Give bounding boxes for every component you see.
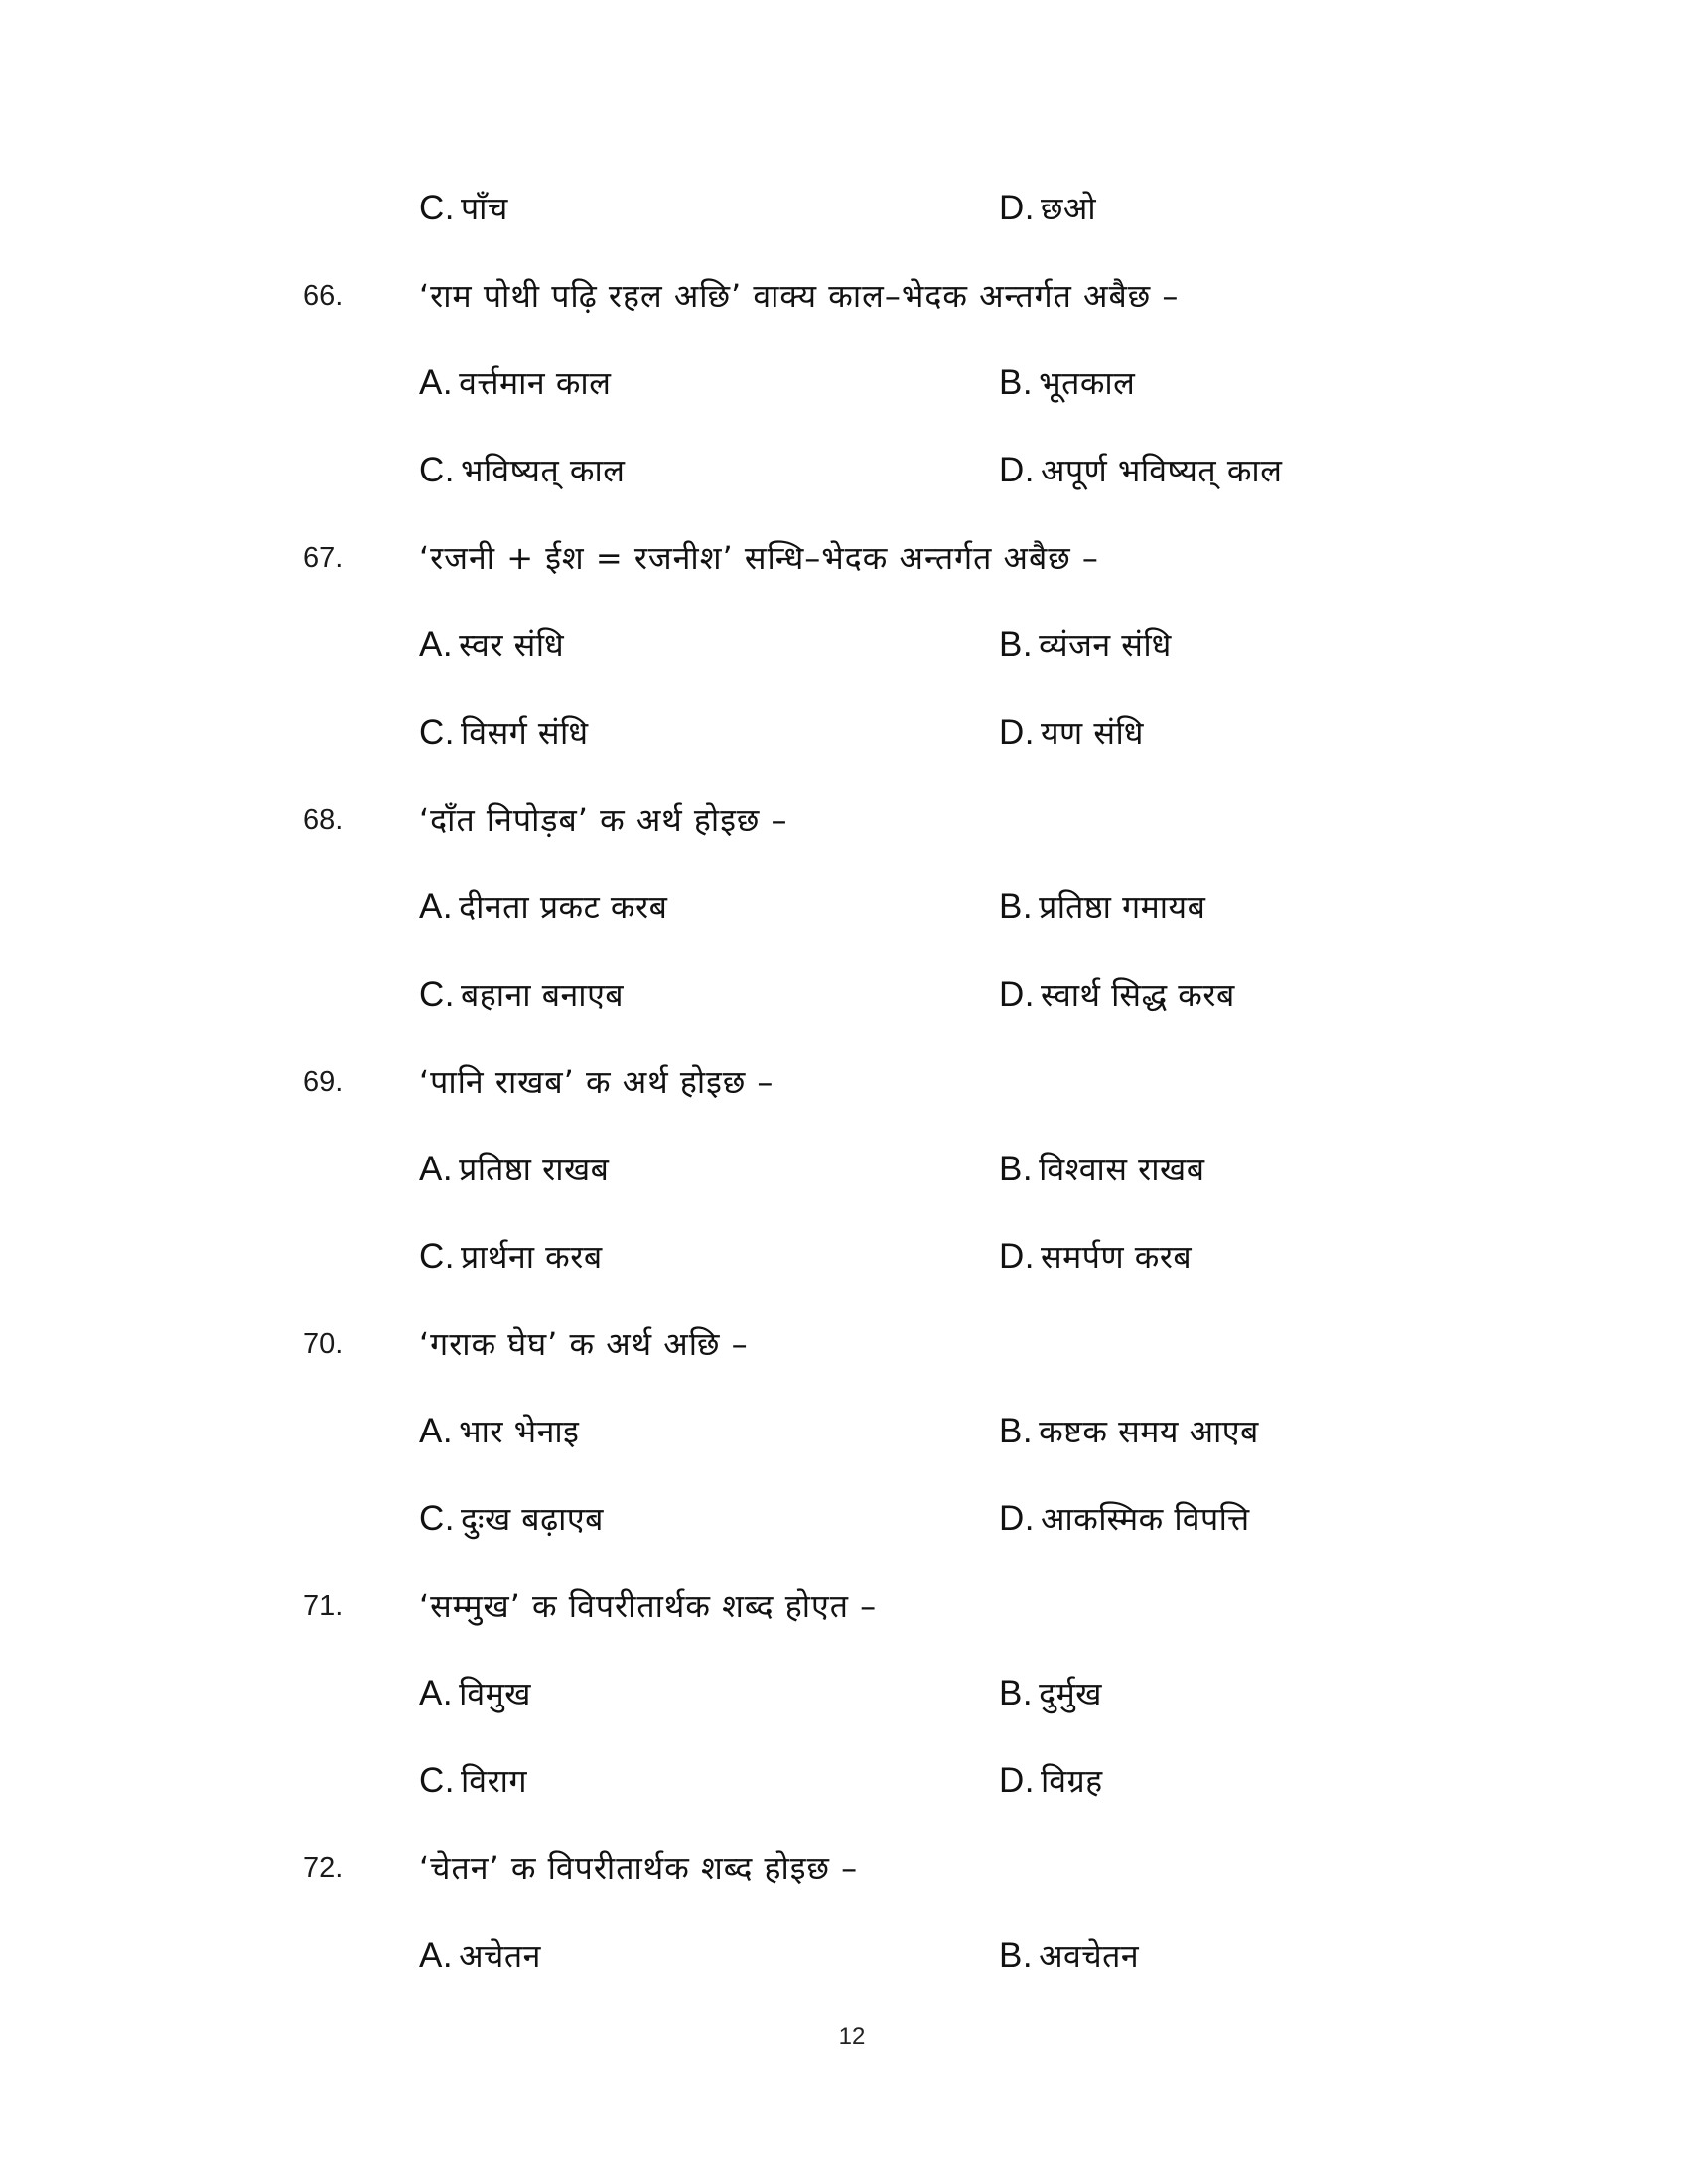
option-text: व्यंजन संधि	[1039, 626, 1172, 664]
option-row	[0, 1489, 1688, 1549]
option-text: अचेतन	[459, 1937, 541, 1975]
option-row	[0, 965, 1688, 1024]
option-a	[419, 615, 564, 675]
option-d	[999, 965, 1235, 1024]
question-71	[0, 1576, 1688, 1636]
question-number: 72.	[303, 1852, 344, 1884]
question-number: 68.	[303, 804, 344, 836]
option-b	[999, 1926, 1139, 1985]
option-label: D.	[999, 1237, 1035, 1276]
option-label: A.	[419, 1936, 454, 1975]
option-label: C.	[419, 451, 455, 489]
option-label: C.	[419, 975, 455, 1014]
question-text: ‘दाँत निपोड़ब’ क अर्थ होइछ –	[419, 801, 788, 839]
option-row	[0, 1926, 1688, 1985]
option-c	[419, 965, 624, 1024]
page-number: 12	[838, 2023, 866, 2050]
option-label: D.	[999, 1499, 1035, 1538]
option-text: दुर्मुख	[1039, 1675, 1102, 1712]
option-text: विश्वास राखब	[1039, 1151, 1205, 1188]
option-row	[0, 1751, 1688, 1811]
question-72	[0, 1839, 1688, 1898]
option-b	[999, 1402, 1259, 1461]
option-row	[0, 703, 1688, 762]
option-row	[0, 441, 1688, 500]
option-d	[999, 441, 1282, 500]
option-text: विमुख	[459, 1675, 531, 1712]
option-label: B.	[999, 363, 1034, 402]
question-66	[0, 266, 1688, 326]
option-a	[419, 353, 611, 413]
question-number: 71.	[303, 1590, 344, 1622]
option-text: दीनता प्रकट करब	[459, 888, 668, 926]
option-row	[0, 1140, 1688, 1199]
option-label: D.	[999, 189, 1035, 227]
option-label: D.	[999, 1761, 1035, 1800]
option-text: विराग	[461, 1762, 527, 1800]
question-67	[0, 528, 1688, 588]
option-row	[0, 615, 1688, 675]
option-text: कष्टक समय आएब	[1039, 1413, 1259, 1450]
option-label: C.	[419, 713, 455, 751]
option-b	[999, 1664, 1102, 1723]
question-number: 69.	[303, 1066, 344, 1098]
option-row	[0, 353, 1688, 413]
option-a	[419, 1402, 579, 1461]
option-label: B.	[999, 1674, 1034, 1712]
option-label: B.	[999, 887, 1034, 926]
question-70	[0, 1314, 1688, 1374]
option-label: A.	[419, 887, 454, 926]
option-c	[419, 1751, 527, 1811]
option-row	[0, 1402, 1688, 1461]
option-d	[999, 703, 1144, 762]
option-text: स्वार्थ सिद्ध करब	[1041, 976, 1235, 1014]
option-a	[419, 1926, 541, 1985]
option-text: समर्पण करब	[1041, 1238, 1193, 1276]
option-d	[999, 1751, 1103, 1811]
question-text: ‘रजनी + ईश = रजनीश’ सन्धि–भेदक अन्तर्गत अबैछ –	[419, 539, 1099, 577]
option-text: विग्रह	[1041, 1762, 1103, 1800]
option-row	[0, 878, 1688, 937]
option-b	[999, 615, 1172, 675]
option-label: B.	[999, 1412, 1034, 1450]
option-b	[999, 878, 1205, 937]
question-number: 66.	[303, 280, 344, 312]
option-label: A.	[419, 625, 454, 664]
option-label: B.	[999, 1150, 1034, 1188]
option-row	[0, 179, 1688, 238]
question-number: 67.	[303, 542, 344, 574]
option-text: आकस्मिक विपत्ति	[1041, 1500, 1250, 1538]
option-label: C.	[419, 189, 455, 227]
question-text: ‘पानि राखब’ क अर्थ होइछ –	[419, 1063, 774, 1101]
question-69	[0, 1052, 1688, 1112]
option-label: D.	[999, 713, 1035, 751]
option-text: यण संधि	[1041, 714, 1144, 751]
option-c	[419, 703, 589, 762]
option-b	[999, 353, 1135, 413]
option-text: प्रतिष्ठा राखब	[459, 1151, 610, 1188]
option-c	[419, 441, 625, 500]
option-b	[999, 1140, 1204, 1199]
question-text: ‘चेतन’ क विपरीतार्थक शब्द होइछ –	[419, 1849, 859, 1887]
option-c	[419, 1489, 604, 1549]
option-a	[419, 878, 667, 937]
option-a	[419, 1664, 531, 1723]
option-d	[999, 179, 1096, 238]
question-68	[0, 790, 1688, 850]
question-number: 70.	[303, 1328, 344, 1360]
option-text: वर्त्तमान काल	[459, 364, 612, 402]
question-text: ‘राम पोथी पढ़ि रहल अछि’ वाक्य काल–भेदक अन्तर्गत अबैछ –	[419, 277, 1180, 315]
option-text: प्रार्थना करब	[461, 1238, 603, 1276]
option-d	[999, 1489, 1250, 1549]
option-label: B.	[999, 1936, 1034, 1975]
option-text: अपूर्ण भविष्यत् काल	[1041, 452, 1283, 489]
option-label: D.	[999, 451, 1035, 489]
option-text: भविष्यत् काल	[461, 452, 626, 489]
option-text: भार भेनाइ	[459, 1413, 580, 1450]
option-label: A.	[419, 1674, 454, 1712]
option-row	[0, 1664, 1688, 1723]
option-label: A.	[419, 1150, 454, 1188]
option-c	[419, 179, 508, 238]
question-text: ‘गराक घेघ’ क अर्थ अछि –	[419, 1325, 749, 1363]
option-label: D.	[999, 975, 1035, 1014]
option-text: अवचेतन	[1039, 1937, 1140, 1975]
option-c	[419, 1227, 603, 1287]
option-text: पाँच	[461, 190, 508, 227]
option-label: B.	[999, 625, 1034, 664]
option-label: C.	[419, 1761, 455, 1800]
option-label: C.	[419, 1237, 455, 1276]
option-text: भूतकाल	[1039, 364, 1136, 402]
option-text: बहाना बनाएब	[461, 976, 625, 1014]
option-text: विसर्ग संधि	[461, 714, 589, 751]
option-row	[0, 1227, 1688, 1287]
option-text: स्वर संधि	[459, 626, 565, 664]
option-label: A.	[419, 363, 454, 402]
option-text: दुःख बढ़ाएब	[461, 1500, 604, 1538]
option-text: प्रतिष्ठा गमायब	[1039, 888, 1206, 926]
question-text: ‘सम्मुख’ क विपरीतार्थक शब्द होएत –	[419, 1587, 878, 1625]
option-text: छओ	[1041, 190, 1097, 227]
option-d	[999, 1227, 1192, 1287]
option-a	[419, 1140, 609, 1199]
option-label: A.	[419, 1412, 454, 1450]
option-label: C.	[419, 1499, 455, 1538]
